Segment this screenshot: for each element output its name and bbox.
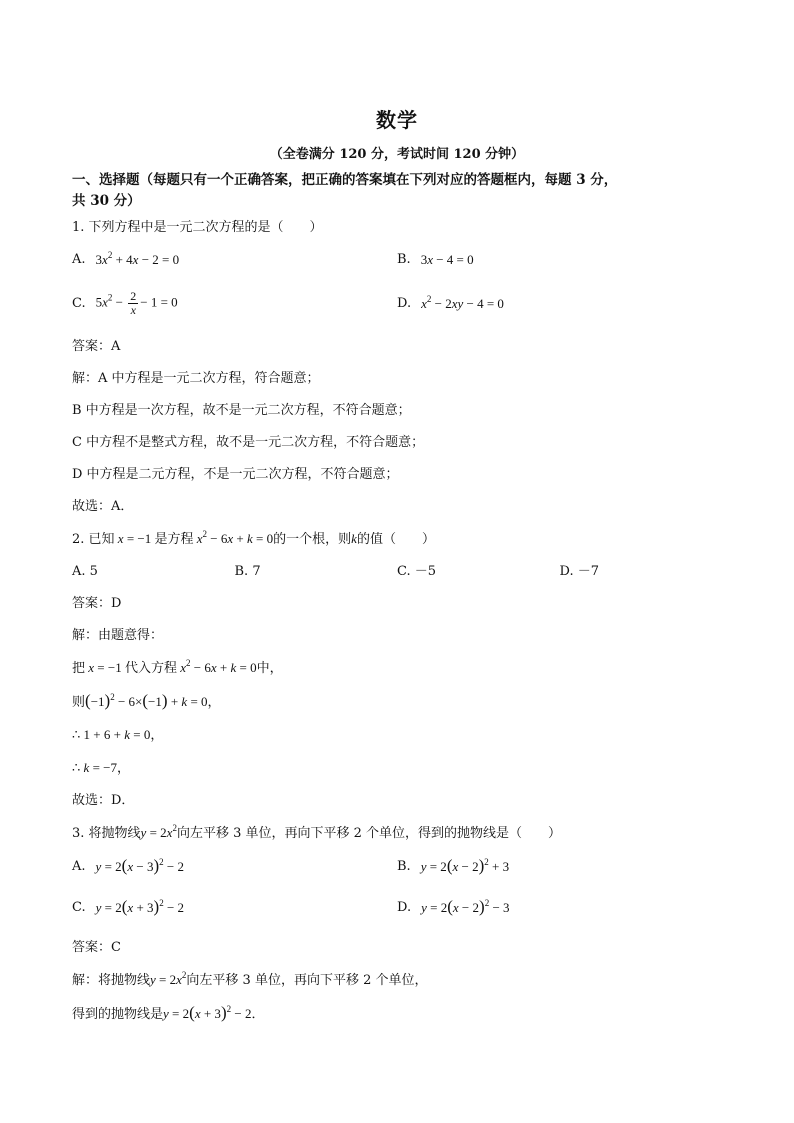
q1-option-a bbox=[72, 250, 397, 270]
q3-option-d bbox=[397, 897, 722, 918]
question-2 bbox=[72, 529, 722, 811]
q1-stem: 1. 下列方程中是一元二次方程的是（ ） bbox=[72, 220, 323, 235]
section-heading-line2: 共 30 分） bbox=[72, 193, 141, 209]
q1-option-a-equation: $3x^2 + 4x - 2 = 0$ bbox=[95, 250, 180, 267]
q3-answer: 答案：C bbox=[72, 940, 121, 955]
q2-solution-line bbox=[72, 758, 722, 779]
text: 3. 将抛物线 bbox=[72, 826, 141, 841]
q3-stem bbox=[72, 823, 722, 844]
q2-solution-line bbox=[72, 691, 722, 713]
option-label: C. bbox=[72, 899, 86, 915]
q3-option-d-equation: $y = 2(x - 2)^2 - 3$ bbox=[421, 897, 510, 916]
q1-option-d-equation: $x^2 - 2xy - 4 = 0$ bbox=[421, 293, 504, 311]
text: 解：将抛物线 bbox=[72, 973, 151, 988]
q2-solution-line: 解：由题意得： bbox=[72, 628, 164, 643]
text: 中， bbox=[256, 661, 283, 676]
question-1 bbox=[72, 218, 722, 517]
section-heading bbox=[72, 170, 722, 212]
q2-equation: $x^2 - 6x + k = 0$ bbox=[193, 529, 274, 546]
text: 向左平移 3 单位，再向下平移 2 个单位，得到的抛物线是（ ） bbox=[176, 826, 562, 841]
q1-solution-line: B 中方程是一次方程，故不是一元二次方程，不符合题意； bbox=[72, 403, 411, 418]
text: 把 bbox=[72, 661, 86, 676]
q2-option-d: D. －7 bbox=[559, 564, 599, 579]
option-label: B. bbox=[397, 252, 411, 267]
q2-sub-equation: $x^2 - 6x + k = 0$ bbox=[176, 658, 257, 675]
q1-option-c bbox=[72, 290, 397, 317]
q2-stem-text: 的一个根，则 bbox=[273, 532, 352, 547]
q2-root-equation: x = −1 bbox=[114, 531, 155, 546]
q3-option-a-equation: $y = 2(x - 3)^2 - 2$ bbox=[95, 856, 184, 875]
q3-option-a bbox=[72, 856, 397, 877]
text: ， bbox=[150, 728, 164, 743]
q2-k: k bbox=[351, 531, 357, 546]
q2-option-c: C. －5 bbox=[397, 564, 437, 579]
text: 代入方程 bbox=[124, 661, 177, 676]
option-label: C. bbox=[72, 295, 86, 311]
q1-option-c-equation: $5x^2$ − $\frac{2}{x}$ − 1 = 0 bbox=[95, 289, 178, 317]
q3-option-c bbox=[72, 897, 397, 918]
q2-result: k = −7 bbox=[80, 760, 117, 775]
text: 向左平移 3 单位，再向下平移 2 个单位， bbox=[186, 973, 428, 988]
option-label: D. bbox=[397, 295, 412, 311]
exam-info: （全卷满分 120 分，考试时间 120 分钟） bbox=[269, 147, 525, 162]
q2-solution-line bbox=[72, 658, 722, 679]
q1-solution-line: C 中方程不是整式方程，故不是一元二次方程，不符合题意； bbox=[72, 435, 425, 450]
q3-options bbox=[72, 856, 722, 938]
q1-solution-line: 解：A 中方程是一元二次方程，符合题意； bbox=[72, 371, 320, 386]
q1-answer: 答案：A bbox=[72, 339, 121, 354]
text: 则 bbox=[72, 695, 86, 710]
text: ∴ bbox=[72, 761, 81, 776]
q1-solution-line: 故选：A． bbox=[72, 499, 134, 514]
q2-solution-line bbox=[72, 725, 722, 746]
option-label: D. bbox=[397, 899, 412, 915]
q1-option-b-equation: 3x − 4 = 0 bbox=[420, 252, 474, 267]
q2-stem-text: 是方程 bbox=[154, 532, 194, 547]
q3-option-b-equation: $y = 2(x - 2)^2 + 3$ bbox=[420, 856, 510, 875]
text: ∴ bbox=[72, 728, 81, 743]
q3-sol-parabola: $y = 2x^2$ bbox=[150, 970, 187, 987]
q3-parabola: $y = 2x^2$ bbox=[140, 823, 177, 840]
q3-result: $y = 2(x + 3)^2 - 2$ bbox=[163, 1003, 252, 1022]
q2-sub-value: x = −1 bbox=[85, 660, 125, 675]
section-heading-line1: 一、选择题（每题只有一个正确答案，把正确的答案填在下列对应的答题框内，每题 3 分， bbox=[72, 172, 618, 188]
text: ， bbox=[116, 761, 130, 776]
text: 得到的抛物线是 bbox=[72, 1007, 164, 1022]
q2-step-equation: $(-1)^2 - 6\times(-1) + k = 0$ bbox=[85, 691, 208, 710]
q2-option-b: B. 7 bbox=[234, 564, 261, 579]
option-label: B. bbox=[397, 858, 411, 874]
q3-option-c-equation: $y = 2(x + 3)^2 - 2$ bbox=[95, 897, 185, 916]
q3-solution-line bbox=[72, 970, 722, 991]
q2-step-equation: 1 + 6 + k = 0 bbox=[80, 727, 151, 742]
text: ． bbox=[251, 1007, 265, 1022]
q3-option-b bbox=[397, 856, 722, 877]
page-title: 数学 bbox=[376, 108, 418, 132]
q1-option-d bbox=[397, 290, 722, 317]
q1-options bbox=[72, 250, 722, 337]
q1-option-b bbox=[397, 250, 722, 270]
q2-options bbox=[72, 562, 722, 582]
question-3 bbox=[72, 823, 722, 1025]
q2-stem-text: 2. 已知 bbox=[72, 532, 115, 547]
option-label: A. bbox=[72, 858, 86, 874]
q1-solution-line: D 中方程是二元方程，不是一元二次方程，不符合题意； bbox=[72, 467, 399, 482]
q2-stem-text: 的值（ ） bbox=[356, 532, 435, 547]
q2-solution-line: 故选：D． bbox=[72, 793, 135, 808]
q2-stem bbox=[72, 529, 722, 550]
q2-answer: 答案：D bbox=[72, 596, 122, 611]
text: ， bbox=[207, 695, 221, 710]
q2-option-a: A. 5 bbox=[72, 564, 98, 579]
q3-solution-line bbox=[72, 1003, 722, 1025]
option-label: A. bbox=[72, 252, 86, 267]
